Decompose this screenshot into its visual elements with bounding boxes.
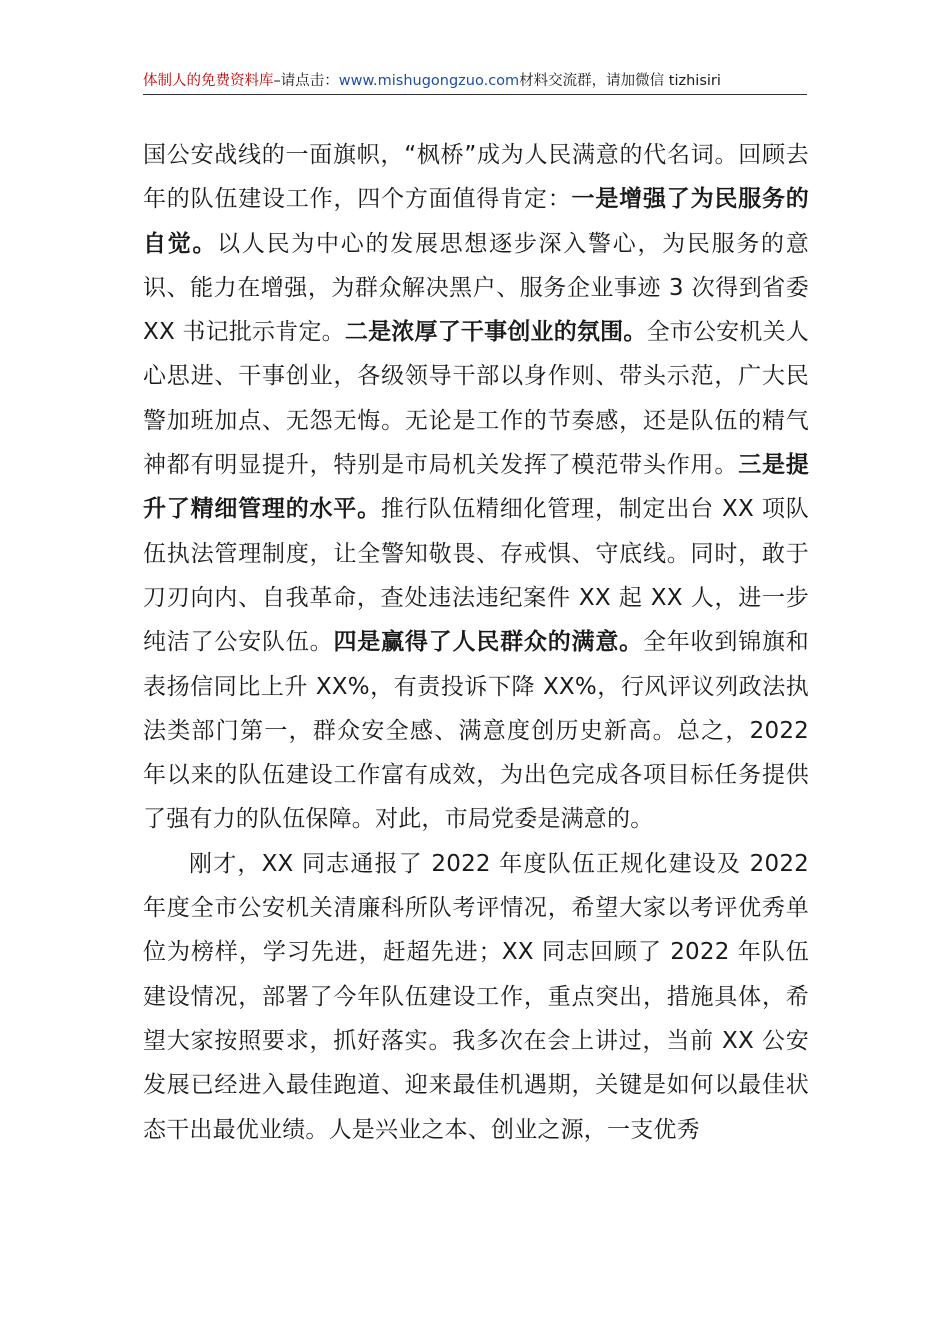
point-one-heading: 一是增强了为民服务的自觉。 — [143, 186, 809, 257]
paragraph-1 — [143, 133, 809, 842]
header-tail: 材料交流群，请加微信 tizhisiri — [519, 73, 721, 89]
header-brand: 体制人的免费资料库 — [143, 73, 274, 89]
paragraph-1-text-4: 推行队伍精细化管理，制定出台 XX 项队伍执法管理制度，让全警知敬畏、存戒惧、守底线。同时，敢于刀刃向内、自我革命，查处违法违纪案件 XX 起 XX 人，进一步纯洁了公安队伍。 — [143, 496, 809, 656]
point-four-heading: 四是赢得了人民群众的满意。 — [333, 629, 643, 656]
paragraph-1-text-5: 全年收到锦旗和表扬信同比上升 XX%，有责投诉下降 XX%，行风评议列政法执法类部门第一，群众安全感、满意度创历史新高。总之，2022 年以来的队伍建设工作富有成效，为出色完成各项目标任务提供了强有力的队伍保障。对此，市局党委是满意的。 — [143, 629, 809, 833]
document-body — [143, 133, 809, 1152]
paragraph-2: 刚才，XX 同志通报了 2022 年度队伍正规化建设及 2022 年度全市公安机关清廉科所队考评情况，希望大家以考评优秀单位为榜样，学习先进，赶超先进；XX 同志回顾了 2022 年队伍建设情况，部署了今年队伍建设工作，重点突出，措施具体，希望大家按照要求，抓好落实。我多次在会上讲过，当前 XX 公安发展已经进入最佳跑道、迎来最佳机遇期，关键是如何以最佳状态干出最优业绩。人是兴业之本、创业之源，一支优秀 — [143, 850, 809, 1143]
paragraph-1-text-2: 以人民为中心的发展思想逐步深入警心，为民服务的意识、能力在增强，为群众解决黑户、服务企业事迹 3 次得到省委 XX 书记批示肯定。 — [143, 230, 809, 346]
point-two-heading: 二是浓厚了干事创业的氛围。 — [344, 319, 647, 346]
paragraph-1-text-1: 国公安战线的一面旗帜，“枫桥”成为人民满意的代名词。回顾去年的队伍建设工作，四个方面值得肯定： — [143, 142, 809, 213]
header-url-link[interactable]: www.mishugongzuo.com — [338, 73, 520, 89]
paragraph-1-text-3: 全市公安机关人心思进、干事创业，各级领导干部以身作则、带头示范，广大民警加班加点、无怨无悔。无论是工作的节奏感，还是队伍的精气神都有明显提升，特别是市局机关发挥了模范带头作用。 — [143, 319, 809, 479]
header-prompt: –请点击： — [273, 73, 339, 89]
point-three-heading: 三是提升了精细管理的水平。 — [143, 452, 810, 523]
page-header — [143, 68, 807, 95]
